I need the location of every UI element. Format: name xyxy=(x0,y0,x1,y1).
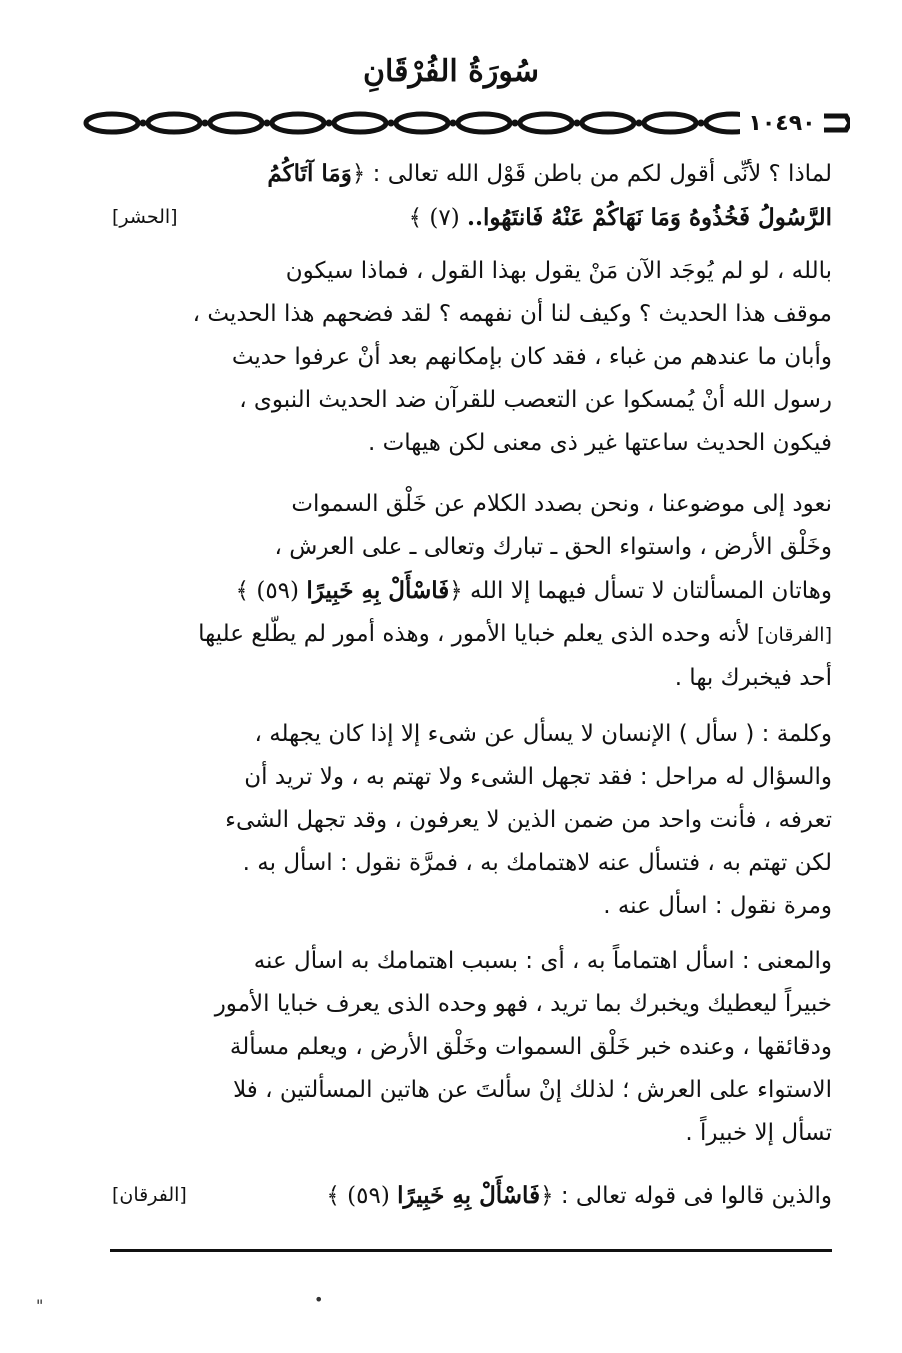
text-line: تعرفه ، فأنت واحد من ضمن الذين لا يعرفون ، وقد تجهل الشىء xyxy=(225,807,832,833)
ornament-dot xyxy=(636,120,643,127)
quran-verse: فَاسْأَلْ بِهِ خَبِيرًا xyxy=(306,577,450,604)
header-ornament-band xyxy=(78,108,850,138)
ornament-oval xyxy=(210,114,262,132)
footer-mark-center: • xyxy=(314,1290,324,1309)
ornament-oval xyxy=(272,114,324,132)
ornament-oval xyxy=(396,114,448,132)
text-line: بالله ، لو لم يُوجَد الآن مَنْ يقول بهذا القول ، فماذا سيكون xyxy=(285,258,832,284)
ornament-dot xyxy=(140,120,147,127)
verse-number: (٥٩) xyxy=(256,578,300,604)
text-line: والمعنى : اسأل اهتماماً به ، أى : بسبب اهتمامك به اسأل عنه xyxy=(253,948,832,974)
text-line: لكن تهتم به ، فتسأل عنه لاهتمامك به ، فمرَّة نقول : اسأل به . xyxy=(242,850,832,876)
surah-title: سُورَةُ الفُرْقَانِ xyxy=(362,54,539,89)
quran-bracket-close: ﴾ xyxy=(235,578,250,604)
ornament-dot xyxy=(574,120,581,127)
footer-mark-left: " xyxy=(36,1296,44,1315)
text-line: وكلمة : ( سأل ) الإنسان لا يسأل عن شىء إلا إذا كان يجهله ، xyxy=(254,721,832,747)
line-text: والذين قالوا فى قوله تعالى : xyxy=(553,1183,832,1209)
text-line xyxy=(112,569,832,613)
text-line: موقف هذا الحديث ؟ وكيف لنا أن نفهمه ؟ لقد فضحهم هذا الحديث ، xyxy=(192,301,832,327)
text-line: أحد فيخبرك بها . xyxy=(674,665,832,691)
quran-bracket-open: ﴿ xyxy=(351,161,366,187)
ornament-dot xyxy=(388,120,395,127)
quran-verse: فَاسْأَلْ بِهِ خَبِيرًا xyxy=(397,1182,541,1209)
ornament-oval xyxy=(334,114,386,132)
text-line xyxy=(112,196,832,240)
quran-bracket-open: ﴿ xyxy=(540,1183,554,1209)
ornament-oval xyxy=(458,114,510,132)
text-line: ودقائقها ، وعنده خبر خَلْق السموات وخَلْق الأرض ، ويعلم مسألة xyxy=(229,1034,832,1060)
quran-bracket-close: ﴾ xyxy=(408,205,423,231)
text-line: ومرة نقول : اسأل عنه . xyxy=(603,893,832,919)
paragraph-4 xyxy=(112,713,832,928)
quran-verse: وَمَا آتَاكُمُ xyxy=(267,160,352,187)
paragraph-5 xyxy=(112,940,832,1155)
verse-number: (٧) xyxy=(429,205,460,231)
quran-bracket-open: ﴿ xyxy=(449,578,463,604)
text-line: فيكون الحديث ساعتها غير ذى معنى لكن هيهات . xyxy=(367,430,832,456)
ornament-end-cap xyxy=(823,116,850,130)
ornament-oval xyxy=(644,114,696,132)
text-line: خبيراً ليعطيك ويخبرك بما تريد ، فهو وحده الذى يعرف خبايا الأمور xyxy=(214,991,832,1017)
text-line: الاستواء على العرش ؛ لذلك إنْ سألتَ عن هاتين المسألتين ، فلا xyxy=(233,1077,832,1103)
verse-number: (٥٩) xyxy=(347,1183,390,1209)
ornament-oval xyxy=(582,114,634,132)
footer-rule xyxy=(110,1249,832,1252)
ornament-chain xyxy=(78,108,850,138)
text-line xyxy=(112,152,832,196)
paragraph-6 xyxy=(112,1174,832,1218)
ornament-dot xyxy=(512,120,519,127)
line-text: لماذا ؟ لأنِّى أقول لكم من باطن قَوْل الله تعالى : xyxy=(365,161,832,187)
ornament-oval xyxy=(148,114,200,132)
text-line: والسؤال له مراحل : فقد تجهل الشىء ولا تهتم به ، ولا تريد أن xyxy=(244,764,832,790)
text-line: وخَلْق الأرض ، واستواء الحق ـ تبارك وتعالى ـ على العرش ، xyxy=(274,534,832,560)
text-line: رسول الله أنْ يُمسكوا عن التعصب للقرآن ضد الحديث النبوى ، xyxy=(239,387,832,413)
ornament-dot xyxy=(450,120,457,127)
surah-reference: [الفرقان] xyxy=(112,1184,187,1206)
ornament-dot xyxy=(326,120,333,127)
surah-reference: [الفرقان] xyxy=(757,624,832,646)
paragraph-2 xyxy=(112,250,832,465)
page-number: ١٠٤٩٠ xyxy=(740,111,824,137)
quran-bracket-close: ﴾ xyxy=(326,1183,340,1209)
line-text: وهاتان المسألتان لا تسأل فيهما إلا الله xyxy=(462,578,832,604)
quran-verse: الرَّسُولُ فَخُذُوهُ وَمَا نَهَاكُمْ عَنْهُ فَانتَهُوا.. xyxy=(467,204,832,231)
paragraph-3 xyxy=(112,483,832,700)
ornament-oval xyxy=(520,114,572,132)
paragraph-1 xyxy=(112,152,832,240)
text-line: وأبان ما عندهم من غباء ، فقد كان بإمكانهم بعد أنْ عرفوا حديث xyxy=(231,344,832,370)
ornament-oval xyxy=(86,114,138,132)
ornament-dot xyxy=(698,120,705,127)
text-line: نعود إلى موضوعنا ، ونحن بصدد الكلام عن خَلْق السموات xyxy=(291,491,832,517)
surah-reference: [الحشر] xyxy=(112,206,178,228)
text-line: تسأل إلا خبيراً . xyxy=(685,1120,832,1146)
text-line xyxy=(112,1174,832,1218)
text-line xyxy=(112,613,832,657)
line-text: لأنه وحده الذى يعلم خبايا الأمور ، وهذه أمور لم يطّلع عليها xyxy=(198,621,758,647)
ornament-dot xyxy=(202,120,209,127)
ornament-dot xyxy=(264,120,271,127)
